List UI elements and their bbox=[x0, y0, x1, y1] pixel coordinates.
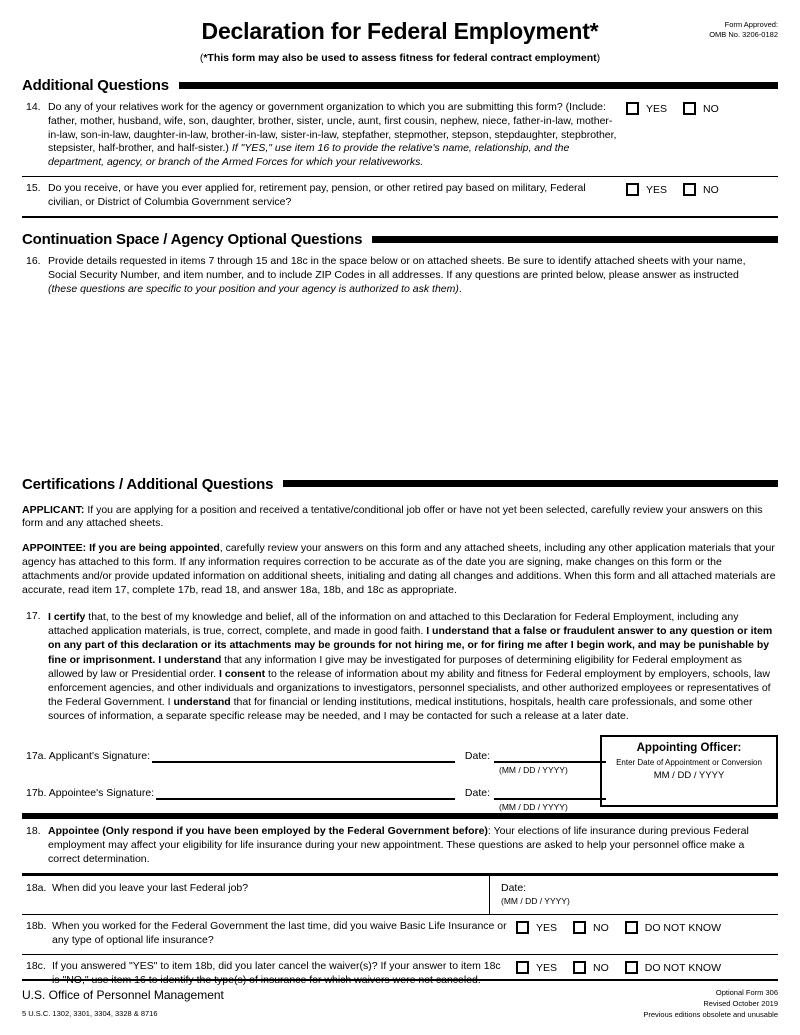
question-14-answer-group bbox=[626, 101, 778, 115]
section-heading-certifications bbox=[22, 476, 778, 493]
item-17-text-1: that, to the best of my knowledge and belief, all of the information on and attached to this Declaration for Federal Employment, including any attached application materials, is true, correct, complete, and made in good faith. bbox=[48, 611, 739, 638]
footer-right-block bbox=[643, 988, 778, 1021]
section-heading-additional-questions bbox=[22, 77, 778, 94]
question-15-no-option[interactable] bbox=[683, 183, 719, 196]
form-approved-label: Form Approved: bbox=[724, 20, 778, 29]
question-18a-row bbox=[22, 876, 778, 914]
divider-after-question-15 bbox=[22, 216, 778, 219]
question-15-row bbox=[22, 177, 778, 216]
item-17-number: 17. bbox=[26, 610, 41, 623]
question-18b-no-option[interactable] bbox=[573, 921, 609, 934]
page-title: Declaration for Federal Employment* bbox=[201, 18, 599, 44]
legal-citation: 5 U.S.C. 1302, 3301, 3304, 3328 & 8716 bbox=[22, 1009, 158, 1019]
question-14-yes-option[interactable] bbox=[626, 102, 667, 115]
question-18a-date-label: Date: bbox=[501, 881, 527, 894]
form-number: Optional Form 306 bbox=[715, 988, 778, 998]
question-14-main: Do any of your relatives work for the agency or government organization to which you are submitting this form? (Include: father, mother, husband, wife, son, daughter, brother, sister, uncle, aunt, first cousin, nephew, niece, father-in-law, mother-in-law, son-in-law, daughter-in-law, brother-in-law, sister-in-law, stepfather, stepmother, stepson, stepdaughter, stepbrother, stepsister, half-brother, and half-sister.) bbox=[48, 101, 617, 155]
item-18-text bbox=[48, 825, 778, 866]
question-14-text bbox=[48, 101, 626, 170]
previous-editions-note: Previous editions obsolete and unusable bbox=[643, 1010, 778, 1020]
question-18c-no-option[interactable] bbox=[573, 961, 609, 974]
checkbox-icon[interactable] bbox=[626, 183, 639, 196]
checkbox-icon[interactable] bbox=[683, 102, 696, 115]
question-14-yes-label: YES bbox=[646, 102, 668, 115]
subtitle-open-paren: ( bbox=[199, 52, 204, 64]
subtitle-text: *This form may also be used to assess fitness for federal contract employment bbox=[203, 52, 597, 64]
appointee-signature-field[interactable] bbox=[156, 785, 455, 800]
question-15-no-label: NO bbox=[703, 183, 719, 196]
appointee-signature-label: 17b. Appointee's Signature: bbox=[26, 787, 155, 800]
question-16-main: Provide details requested in items 7 through 15 and 18c in the space below or on attached sheets. Be sure to identify attached sheets with your name, Social Security Number, and item number, and to include ZIP Codes in all addresses. If any questions are printed below, please answer as instructed bbox=[48, 255, 746, 281]
form-subtitle bbox=[22, 52, 778, 64]
form-header bbox=[22, 0, 778, 64]
footer-left-block bbox=[22, 988, 224, 1018]
form-revision-date: Revised October 2019 bbox=[703, 999, 778, 1009]
item-17-text-4: that for financial or lending institutions, medical institutions, hospitals, health care professionals, and some other sources of information, a separate specific release may be needed, and I may be contacted for such a release at a later date. bbox=[48, 695, 753, 722]
question-18a-date-cell[interactable] bbox=[490, 876, 778, 914]
item-17-bold-3: I consent bbox=[219, 667, 266, 680]
omb-approval-block bbox=[709, 20, 778, 40]
applicant-signature-label: 17a. Applicant's Signature: bbox=[26, 750, 151, 763]
applicant-signature-row bbox=[26, 748, 606, 763]
item-17-text-2: that any information I give may be investigated for purposes of determining eligibility for Federal employment as allowed by law or Presidential order. bbox=[48, 653, 742, 680]
section-rule-bar bbox=[283, 480, 778, 487]
item-17-certification bbox=[22, 610, 778, 723]
continuation-space-writing-area[interactable] bbox=[22, 303, 778, 463]
item-17-bold-1: I certify bbox=[48, 611, 86, 624]
checkbox-icon[interactable] bbox=[516, 921, 529, 934]
appointee-signature-row bbox=[26, 785, 606, 800]
question-18c-number: 18c. bbox=[26, 960, 46, 973]
question-14-no-label: NO bbox=[703, 102, 719, 115]
question-18c-yes-option[interactable] bbox=[516, 961, 557, 974]
question-18c-yes-label: YES bbox=[536, 961, 558, 974]
question-15-answer-group bbox=[626, 182, 778, 196]
question-18b-row bbox=[22, 915, 778, 954]
item-18-body: : Your elections of life insurance during previous Federal employment may affect your eligibility for life insurance during your new appointment. These questions are asked to help your personnel office make a correct determination. bbox=[48, 825, 749, 865]
checkbox-icon[interactable] bbox=[516, 961, 529, 974]
question-18c-text: If you answered "YES" to item 18b, did you later cancel the waiver(s)? If your answer to item 18c bbox=[52, 960, 501, 973]
item-17-text-3: to the release of information about my ability and fitness for Federal employment by employers, schools, law enforcement agencies, and other individuals and organizations to investigators, personnel specialists, and other authorized employees or representatives of the Federal Government. I bbox=[48, 667, 771, 708]
item-17-bold-2: I understand that a false or fraudulent answer to any question or item on any part of this declaration or its attachments may be grounds for not hiring me, or for firing me after I begin work, and may be punishable by fine or imprisonment. I understand bbox=[48, 625, 773, 666]
signature-block bbox=[22, 735, 778, 813]
question-18b-donotknow-label: DO NOT KNOW bbox=[644, 921, 721, 934]
item-17-text bbox=[48, 610, 778, 723]
item-17-bold-4: understand bbox=[173, 695, 231, 708]
question-18b-donotknow-option[interactable] bbox=[625, 921, 721, 934]
applicant-label: APPLICANT: bbox=[22, 503, 85, 516]
applicant-date-label: Date: bbox=[464, 750, 490, 763]
question-18c-donotknow-option[interactable] bbox=[625, 961, 721, 974]
question-15-number: 15. bbox=[26, 182, 41, 195]
appointing-officer-title: Appointing Officer: bbox=[636, 742, 742, 755]
question-18b-yes-option[interactable] bbox=[516, 921, 557, 934]
question-18b-yes-label: YES bbox=[536, 921, 558, 934]
appointing-officer-date-format: MM / DD / YYYY bbox=[653, 770, 725, 782]
section-rule-bar bbox=[179, 82, 778, 89]
appointee-date-label: Date: bbox=[464, 787, 490, 800]
question-16-number: 16. bbox=[26, 255, 41, 268]
question-15-text: Do you receive, or have you ever applied for, retirement pay, pension, or other retired pay based on military, Federal civilian, or District of Columbia Government service? bbox=[48, 182, 586, 208]
question-15-yes-option[interactable] bbox=[626, 183, 667, 196]
question-18c-donotknow-label: DO NOT KNOW bbox=[644, 961, 721, 974]
checkbox-icon[interactable] bbox=[625, 921, 638, 934]
appointee-paragraph bbox=[22, 542, 778, 598]
question-18b-no-label: NO bbox=[593, 921, 609, 934]
section-label: Continuation Space / Agency Optional Questions bbox=[22, 231, 363, 249]
applicant-paragraph bbox=[22, 504, 778, 532]
question-14-no-option[interactable] bbox=[683, 102, 719, 115]
question-16-period: . bbox=[458, 282, 462, 295]
item-18-number: 18. bbox=[26, 825, 41, 838]
appointee-text: , carefully review your answers on this form and any attached sheets, including any other application materials that your agency has attached to this form. If any information requires correction to be accurate as of the date you are signing, make changes on this form or the attachments and/or provide updated information on additional sheets, initialing and dating all changes and additions. When this form and all attached materials are accurate, read item 17, complete 17b, read 18, and answer 18a, 18b, and 18c as appropriate. bbox=[22, 542, 776, 597]
appointee-date-field[interactable] bbox=[494, 785, 606, 800]
footer-divider bbox=[22, 979, 778, 982]
checkbox-icon[interactable] bbox=[626, 102, 639, 115]
applicant-text: If you are applying for a position and received a tentative/conditional job offer or have not yet been selected, carefully review your answers on this form and any attached sheets. bbox=[22, 503, 763, 530]
question-14-number: 14. bbox=[26, 101, 41, 113]
question-18a-date-format: (MM / DD / YYYY) bbox=[501, 896, 570, 907]
section-rule-bar bbox=[372, 236, 778, 243]
appointee-date-format: (MM / DD / YYYY) bbox=[499, 802, 568, 813]
applicant-date-format: (MM / DD / YYYY) bbox=[499, 765, 568, 776]
question-18c-no-label: NO bbox=[593, 961, 609, 974]
applicant-signature-field[interactable] bbox=[152, 748, 455, 763]
subtitle-close-paren: ) bbox=[596, 52, 601, 64]
question-16-text bbox=[48, 255, 778, 296]
appointing-officer-box[interactable] bbox=[600, 735, 778, 807]
question-18c-answer-group bbox=[516, 960, 778, 974]
appointee-bold-lead: If you are being appointed bbox=[86, 542, 220, 555]
checkbox-icon[interactable] bbox=[625, 961, 638, 974]
checkbox-icon[interactable] bbox=[683, 183, 696, 196]
item-18-bold-lead: Appointee (Only respond if you have been employed by the Federal Government before) bbox=[48, 825, 488, 838]
form-footer bbox=[22, 979, 778, 1021]
footer-content bbox=[22, 988, 778, 1021]
section-label: Additional Questions bbox=[22, 77, 169, 94]
checkbox-icon[interactable] bbox=[573, 961, 586, 974]
checkbox-icon[interactable] bbox=[573, 921, 586, 934]
question-16-row bbox=[22, 250, 778, 302]
question-18a-text: When did you leave your last Federal job? bbox=[52, 881, 249, 894]
question-18b-number: 18b. bbox=[26, 920, 47, 933]
question-18b-text: When you worked for the Federal Government the last time, did you waive Basic Life Insurance or any type of optional life insurance? bbox=[52, 920, 507, 946]
section-label: Certifications / Additional Questions bbox=[22, 475, 274, 493]
question-18a-number: 18a. bbox=[26, 881, 47, 894]
appointing-officer-instruction: Enter Date of Appointment or Conversion bbox=[616, 758, 762, 768]
section-heading-continuation-space bbox=[22, 231, 778, 248]
question-14-row bbox=[22, 96, 778, 176]
question-14-italic-note: If "YES," use item 16 to provide the relative's name, relationship, and the department, agency, or branch of the Armed Forces for which your relativeworks. bbox=[48, 142, 570, 168]
item-18-intro-row bbox=[22, 819, 778, 873]
question-16-italic-note: (these questions are specific to your position and your agency is authorized to ask them) bbox=[48, 282, 459, 295]
question-18b-answer-group bbox=[516, 920, 778, 934]
omb-number: OMB No. 3206-0182 bbox=[709, 30, 778, 40]
question-18a-question bbox=[22, 876, 489, 914]
question-15-yes-label: YES bbox=[646, 183, 668, 196]
appointee-label: APPOINTEE: bbox=[22, 542, 87, 555]
applicant-date-field[interactable] bbox=[494, 748, 606, 763]
agency-name: U.S. Office of Personnel Management bbox=[22, 988, 224, 1003]
